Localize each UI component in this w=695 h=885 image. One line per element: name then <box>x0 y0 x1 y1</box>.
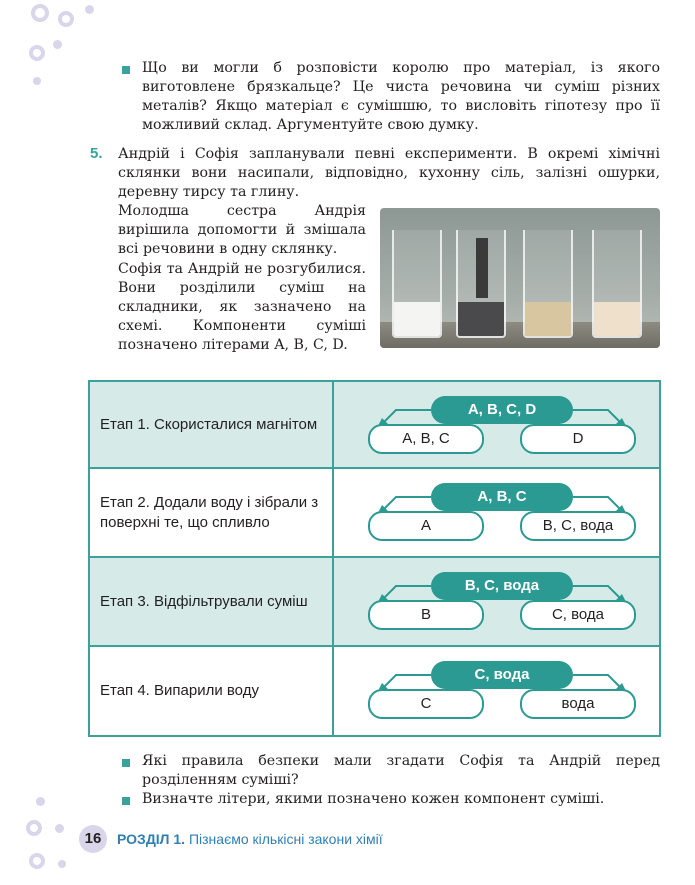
question-item: Які правила безпеки мали згадати Софія та Андрій перед розділенням суміші? <box>142 753 660 788</box>
stage-diagram <box>333 646 660 736</box>
bullet-marker <box>122 66 130 74</box>
right-component-pill: B, C, вода <box>520 511 636 541</box>
stage-diagram <box>333 557 660 646</box>
stage-row <box>89 646 660 736</box>
task-number: 5. <box>90 145 103 162</box>
section-footer <box>117 831 383 847</box>
stage-diagram <box>333 468 660 557</box>
decor-bubble <box>29 853 45 869</box>
stage-label: Етап 4. Випарили воду <box>89 646 333 736</box>
left-component-pill: B <box>368 600 484 630</box>
stage-row <box>89 468 660 557</box>
decor-bubble <box>29 45 45 61</box>
left-component-pill: A, B, C <box>368 424 484 454</box>
decor-bubble <box>55 824 64 833</box>
stage-diagram <box>333 381 660 468</box>
stage-label: Етап 1. Скористалися магнітом <box>89 381 333 468</box>
right-component-pill: D <box>520 424 636 454</box>
right-component-pill: вода <box>520 689 636 719</box>
glass-sawdust <box>523 230 573 338</box>
glass-iron-filings <box>456 230 506 338</box>
mixture-pill: B, C, вода <box>431 572 573 600</box>
stage-row <box>89 557 660 646</box>
left-component-pill: A <box>368 511 484 541</box>
question-item: Визначте літери, якими позначено кожен компонент суміші. <box>142 791 605 807</box>
question-paragraph: Що ви могли б розповісти королю про матеріал, із якого виготовлене брязкальце? Це чиста речовина чи суміш різних металів? Якщо матеріал є сумішшю, то висловіть гіпотезу про її можливий склад. Аргументуйте свою думку. <box>142 60 660 133</box>
task-intro: Андрій і Софія запланували певні експерименти. В окремі хімічні склянки вони насипали, відповідно, кухонну сіль, залізні ошурки, деревну тирсу та глину. <box>118 146 660 200</box>
section-label: РОЗДІЛ 1. <box>117 831 186 847</box>
glasses-photo <box>380 208 660 348</box>
decor-bubble <box>36 797 45 806</box>
mixture-pill: C, вода <box>431 661 573 689</box>
decor-bubble <box>31 4 49 22</box>
right-component-pill: C, вода <box>520 600 636 630</box>
stage-row <box>89 381 660 468</box>
glass-salt <box>392 230 442 338</box>
section-title: Пізнаємо кількісні закони хімії <box>188 831 383 847</box>
decor-bubble <box>85 5 94 14</box>
mixture-pill: A, B, C, D <box>431 396 573 424</box>
glass-clay <box>592 230 642 338</box>
stage-label: Етап 3. Відфільтрували суміш <box>89 557 333 646</box>
stage-label: Етап 2. Додали воду і зібрали з поверхні те, що спливло <box>89 468 333 557</box>
task-paragraph-1: Молодша сестра Андрія вирішила допомогти й змішала всі речовини в одну склянку. <box>118 203 366 257</box>
decor-bubble <box>33 77 41 85</box>
decor-bubble <box>58 11 74 27</box>
bullet-marker <box>122 759 130 767</box>
mixture-pill: A, B, C <box>431 483 573 511</box>
separation-scheme <box>88 380 661 737</box>
left-component-pill: C <box>368 689 484 719</box>
bullet-marker <box>122 797 130 805</box>
decor-bubble <box>53 40 62 49</box>
page-number: 16 <box>79 825 107 853</box>
task-paragraph-2: Софія та Андрій не розгубилися. Вони розділили суміш на складники, як зазначено на схемі. Компоненти суміші позначено літерами A, B, C, D. <box>118 261 366 353</box>
decor-bubble <box>26 820 42 836</box>
decor-bubble <box>58 860 66 868</box>
